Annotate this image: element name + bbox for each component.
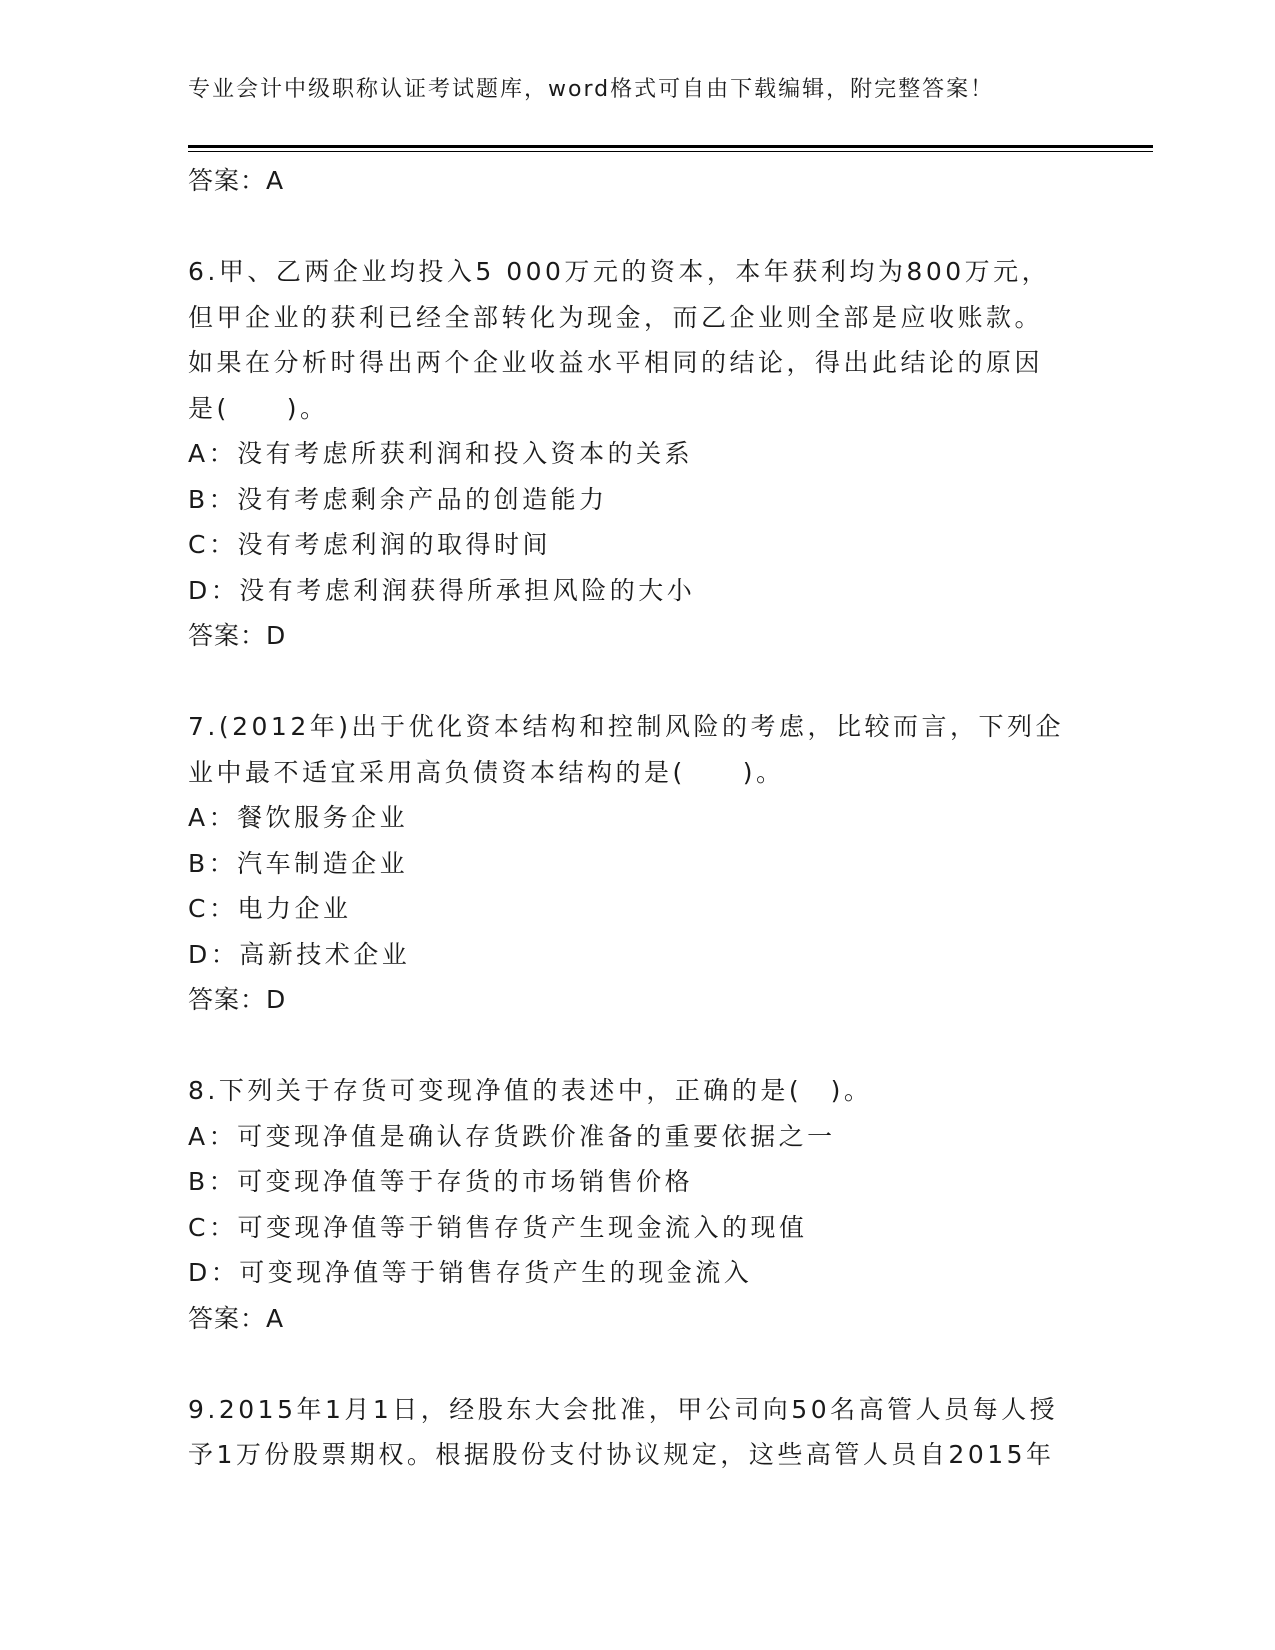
option-d: D：没有考虑利润获得所承担风险的大小 [188, 575, 696, 605]
question-stem-line: 但甲企业的获利已经全部转化为现金，而乙企业则全部是应收账款。 [188, 302, 1044, 332]
header-divider-thin [188, 151, 1153, 152]
answer: 答案：D [188, 985, 287, 1014]
option-d: D：可变现净值等于销售存货产生的现金流入 [188, 1258, 753, 1287]
previous-answer: 答案：A [188, 166, 285, 195]
option-a: A：可变现净值是确认存货跌价准备的重要依据之一 [188, 1121, 836, 1151]
option-c: C：可变现净值等于销售存货产生现金流入的现值 [188, 1212, 808, 1242]
question-list [188, 158, 1088, 1478]
option-a: A：餐饮服务企业 [188, 803, 409, 832]
question-stem-line: 7.(2012年)出于优化资本结构和控制风险的考虑，比较而言，下列企 [188, 712, 1064, 741]
header-divider-thick [188, 145, 1153, 148]
question-7 [188, 704, 1088, 1023]
answer: 答案：A [188, 1303, 285, 1333]
question-stem-line: 予1万份股票期权。根据股份支付协议规定，这些高管人员自2015年 [188, 1440, 1055, 1469]
option-b: B：汽车制造企业 [188, 848, 409, 878]
question-stem-line: 9.2015年1月1日，经股东大会批准，甲公司向50名高管人员每人授 [188, 1394, 1059, 1424]
option-b: B：没有考虑剩余产品的创造能力 [188, 484, 608, 514]
answer: 答案：D [188, 621, 287, 650]
question-8 [188, 1068, 1088, 1341]
question-stem-line: 业中最不适宜采用高负债资本结构的是( )。 [188, 757, 785, 787]
option-d: D：高新技术企业 [188, 939, 411, 969]
page-header: 专业会计中级职称认证考试题库，word格式可自由下载编辑，附完整答案！ [188, 77, 995, 102]
option-a: A：没有考虑所获利润和投入资本的关系 [188, 439, 694, 468]
question-stem-line: 8.下列关于存货可变现净值的表述中，正确的是( )。 [188, 1076, 873, 1105]
question-stem-line: 如果在分析时得出两个企业收益水平相同的结论，得出此结论的原因 [188, 348, 1044, 377]
option-b: B：可变现净值等于存货的市场销售价格 [188, 1167, 694, 1196]
option-c: C：没有考虑利润的取得时间 [188, 530, 551, 559]
option-c: C：电力企业 [188, 894, 352, 923]
question-stem-line: 是( )。 [188, 393, 329, 423]
question-9 [188, 1387, 1088, 1478]
question-stem-line: 6.甲、乙两企业均投入5 000万元的资本，本年获利均为800万元， [188, 257, 1051, 286]
question-6 [188, 249, 1088, 659]
